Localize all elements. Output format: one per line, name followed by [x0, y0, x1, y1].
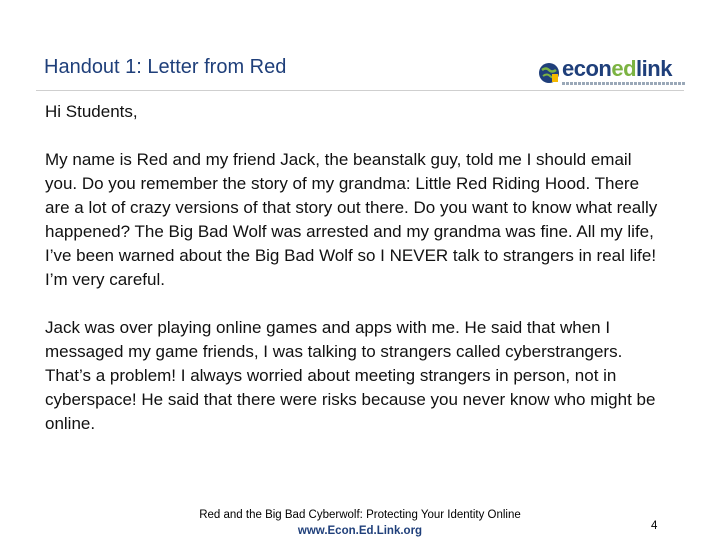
econedlink-logo[interactable]	[538, 56, 688, 88]
header-divider	[36, 90, 684, 91]
letter-paragraph-1: My name is Red and my friend Jack, the beanstalk guy, told me I should email you. Do you remember the story of my grandma: Little Red Riding Hood. There are a lot of crazy versions of that story out there. Do you want to know what really happened? The Big Bad Wolf was arrested and my grandma was fine. All my life, I’ve been warned about the Big Bad Wolf so I NEVER talk to strangers in real life! I’m very careful.	[45, 150, 658, 289]
logo-part-ed: ed	[611, 56, 637, 81]
letter-body	[45, 100, 665, 460]
page-title: Handout 1: Letter from Red	[44, 56, 287, 78]
letter-greeting: Hi Students,	[45, 102, 138, 121]
page-number: 4	[651, 520, 658, 532]
footer-title: Red and the Big Bad Cyberwolf: Protecting Your Identity Online	[199, 509, 521, 521]
logo-tagline	[562, 82, 686, 85]
footer-link[interactable]: www.Econ.Ed.Link.org	[297, 525, 423, 537]
globe-key-icon	[538, 62, 560, 84]
logo-part-link: link	[636, 56, 672, 81]
logo-part-econ: econ	[562, 56, 612, 81]
letter-paragraph-2: Jack was over playing online games and apps with me. He said that when I messaged my game friends, I was talking to strangers called cyberstrangers. That’s a problem! I always worried about meeting strangers in person, not in cyberspace! He said that there were risks because you never know who might be online.	[45, 318, 656, 433]
logo-wordmark	[562, 56, 672, 82]
footer	[150, 507, 570, 539]
